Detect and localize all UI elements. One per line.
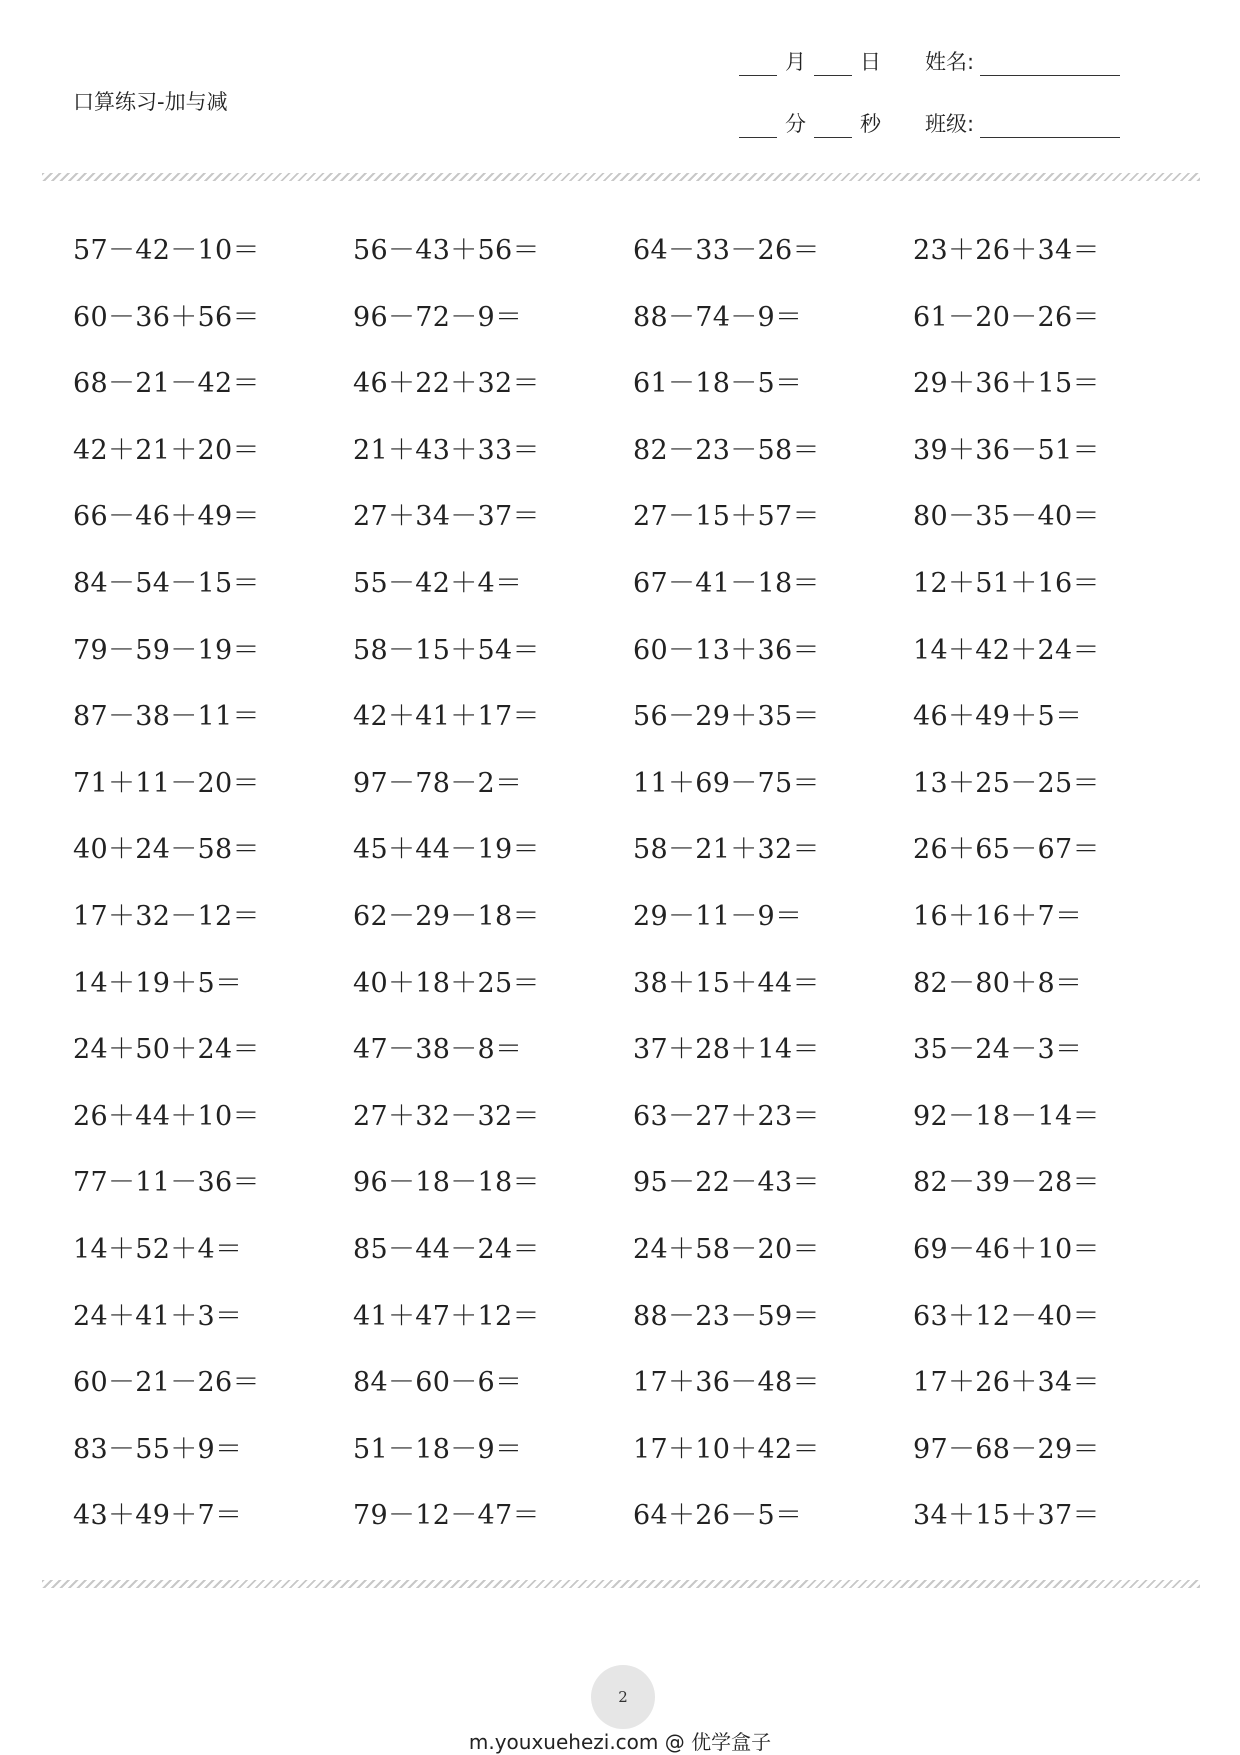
problem: 24＋50＋24＝ [73,1034,260,1066]
problem: 84－54－15＝ [73,567,260,599]
problem-row [73,361,1193,428]
problem: 17＋26＋34＝ [913,1367,1100,1399]
problem: 61－20－26＝ [913,301,1100,333]
problem: 87－38－11＝ [73,701,260,733]
month-blank[interactable] [739,55,777,76]
problem: 96－18－18＝ [353,1167,540,1199]
problem: 42＋41＋17＝ [353,701,540,733]
problem: 64＋26－5＝ [633,1500,803,1532]
problem: 83－55＋9＝ [73,1433,243,1465]
minute-blank[interactable] [739,117,777,138]
problem: 56－43＋56＝ [353,235,540,266]
problem: 26＋44＋10＝ [73,1100,260,1132]
problem: 11＋69－75＝ [633,767,820,799]
problem-row [73,1227,1193,1294]
problem: 17＋10＋42＝ [633,1433,820,1465]
problem: 27＋32－32＝ [353,1100,540,1132]
month-label: 月 [785,50,806,74]
problem: 29－11－9＝ [633,900,803,932]
page-number [591,1665,655,1729]
problem: 35－24－3＝ [913,1034,1083,1066]
problem: 58－21＋32＝ [633,834,820,866]
problem: 21＋43＋33＝ [353,434,540,466]
problem: 82－23－58＝ [633,434,820,466]
problem: 26＋65－67＝ [913,834,1100,866]
problem: 17＋36－48＝ [633,1367,820,1399]
problem: 60－36＋56＝ [73,301,260,333]
problem: 55－42＋4＝ [353,567,523,599]
problem-row [73,961,1193,1028]
problem: 23＋26＋34＝ [913,235,1100,266]
footer-site: m.youxuehezi.com @ 优学盒子 [468,1730,772,1754]
problem: 60－21－26＝ [73,1367,260,1399]
problem: 96－72－9＝ [353,301,523,333]
problem-row [73,1027,1193,1094]
problem: 39＋36－51＝ [913,434,1100,466]
problem: 47－38－8＝ [353,1034,523,1066]
day-label: 日 [860,50,881,74]
problem: 24＋58－20＝ [633,1233,820,1265]
problem-row [73,827,1193,894]
problem: 14＋42＋24＝ [913,634,1100,666]
problem: 12＋51＋16＝ [913,567,1100,599]
name-label: 姓名: [925,50,975,74]
problem: 13＋25－25＝ [913,767,1100,799]
problem: 45＋44－19＝ [353,834,540,866]
page-number-text: 2 [618,1688,628,1706]
problem: 64－33－26＝ [633,235,820,266]
problem: 27－15＋57＝ [633,501,820,533]
problem-row [73,1094,1193,1161]
problem-row [73,761,1193,828]
time-fields [731,108,1120,138]
name-blank[interactable] [980,55,1120,76]
problem: 63＋12－40＝ [913,1300,1100,1332]
problem: 68－21－42＝ [73,368,260,400]
problem-row [73,561,1193,628]
problem-row [73,428,1193,495]
problem: 42＋21＋20＝ [73,434,260,466]
problem: 56－29＋35＝ [633,701,820,733]
problem: 40＋24－58＝ [73,834,260,866]
problem: 43＋49＋7＝ [73,1500,243,1532]
problem-row [73,228,1193,295]
problem: 80－35－40＝ [913,501,1100,533]
problem: 34＋15＋37＝ [913,1500,1100,1532]
problem: 46＋22＋32＝ [353,368,540,400]
problem: 14＋19＋5＝ [73,967,243,999]
problem-row [73,1294,1193,1361]
problem: 60－13＋36＝ [633,634,820,666]
problem: 85－44－24＝ [353,1233,540,1265]
problem-row [73,628,1193,695]
problem-row [73,295,1193,362]
problem: 79－59－19＝ [73,634,260,666]
problem: 24＋41＋3＝ [73,1300,243,1332]
date-fields [731,46,1120,76]
top-divider [42,173,1200,181]
problem: 58－15＋54＝ [353,634,540,666]
problem-row [73,494,1193,561]
day-blank[interactable] [814,55,852,76]
problem: 40＋18＋25＝ [353,967,540,999]
problem-row [73,1160,1193,1227]
problem-row [73,1493,1193,1560]
problem-row [73,694,1193,761]
problem: 97－78－2＝ [353,767,523,799]
problem: 51－18－9＝ [353,1433,523,1465]
worksheet-title: 口算练习-加与减 [73,90,228,114]
problem: 95－22－43＝ [633,1167,820,1199]
problem-row [73,1360,1193,1427]
problem: 37＋28＋14＝ [633,1034,820,1066]
problem: 27＋34－37＝ [353,501,540,533]
problem: 29＋36＋15＝ [913,368,1100,400]
class-label: 班级: [925,112,975,136]
second-label: 秒 [860,112,881,136]
problem: 17＋32－12＝ [73,900,260,932]
problem: 57－42－10＝ [73,235,260,266]
problem: 77－11－36＝ [73,1167,260,1199]
problem: 46＋49＋5＝ [913,701,1083,733]
problem: 62－29－18＝ [353,900,540,932]
problem: 41＋47＋12＝ [353,1300,540,1332]
problem: 38＋15＋44＝ [633,967,820,999]
problem: 69－46＋10＝ [913,1233,1100,1265]
problem: 67－41－18＝ [633,567,820,599]
problem: 88－74－9＝ [633,301,803,333]
problem: 88－23－59＝ [633,1300,820,1332]
problem: 82－39－28＝ [913,1167,1100,1199]
bottom-divider [42,1580,1200,1588]
problem: 82－80＋8＝ [913,967,1083,999]
problem: 92－18－14＝ [913,1100,1100,1132]
problem: 14＋52＋4＝ [73,1233,243,1265]
problem: 16＋16＋7＝ [913,900,1083,932]
minute-label: 分 [785,112,806,136]
class-blank[interactable] [980,117,1120,138]
problem-row [73,1427,1193,1494]
problem: 79－12－47＝ [353,1500,540,1532]
problem: 63－27＋23＝ [633,1100,820,1132]
problem: 61－18－5＝ [633,368,803,400]
problem: 71＋11－20＝ [73,767,260,799]
problem-grid [73,228,1193,1560]
problem: 66－46＋49＝ [73,501,260,533]
problem: 97－68－29＝ [913,1433,1100,1465]
problem-row [73,894,1193,961]
problem: 84－60－6＝ [353,1367,523,1399]
second-blank[interactable] [814,117,852,138]
